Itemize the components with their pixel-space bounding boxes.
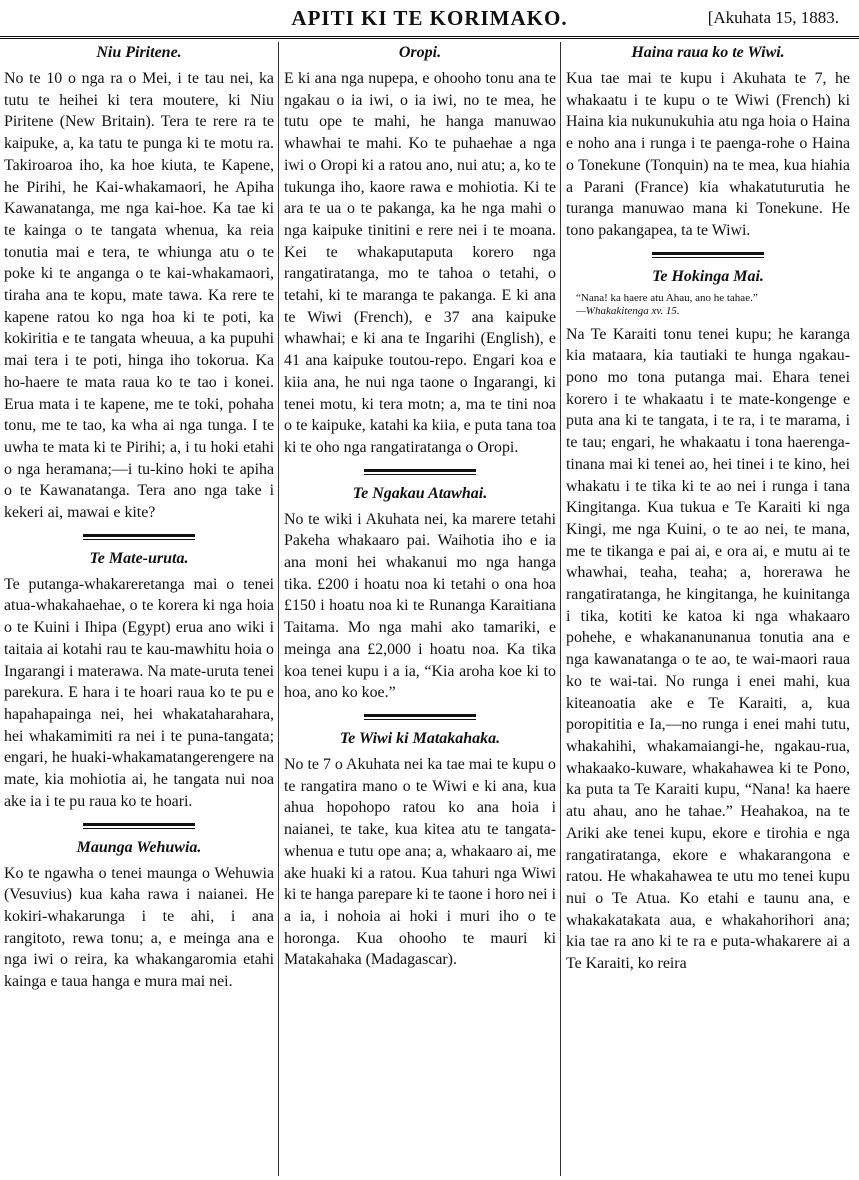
motto-source: —Whakakitenga xv. 15. (576, 304, 680, 317)
article-heading: Maunga Wehuwia. (76, 838, 202, 856)
section-separator (364, 714, 476, 720)
scripture-motto (576, 292, 850, 318)
motto-quote: “Nana! ka haere atu Ahau, ano he tahae.” (576, 291, 758, 304)
article-heading: Te Ngakau Atawhai. (352, 484, 488, 502)
article-heading: Te Hokinga Mai. (652, 267, 764, 285)
article-body: No te 10 o nga ra o Mei, i te tau nei, ka tutu te heihei ki tera moutere, ki Niu Piritene (New Britain). Tera te rere ra te kaipuke, a, ka tatu te punga ki te motu ra. Takiroaroa iho, ka hoe kiuta, te Kapene, he Pirihi, he Kai-whakamaori, he Apiha Kawanatanga, me nga kai-hoe. Ka tae ki te kainga o te tangata whenua, ka reia tonutia mai e tera, te whiunga atu o te poke ki te anganga o te kai-whakamaori, tiraha ana te kopu, mate tawa. Ka rere te kapene ratou ko nga hoa ki te poti, ka kokiritia e te tangata wheuua, a ka pupuhi mai tera i te poti, hinga iho tokorua. Ka ho-haere te mata raua ko te tao i konei. Erua mata i te kapene, me te toki, pohaha tonu, me te tao, ka wha ai nga tunga. I te uwha te mata ki te Pirihi; a, i tu hoki etahi o nga heramana;—i tu-kino hoki te apiha o te Kawanatanga. Tera ano nga take i kekeri ai, mawai e kite? (4, 70, 274, 522)
article-body: Te putanga-whakareretanga mai o tenei atua-whakahaehae, o te korera ki nga hoia o te Kuini i Ihipa (Egypt) erua ano wiki i taitaia ai kotahi rau te kau-mawhitu hoia o Ingarangi i materawa. Na mate-uruta tenei parekura. E hara i te hoari raua ko te pu e hapahapainga nei, hei whakataharahara, hei whakamimiti ra nei i te puna-tangata; engari, he huaki-whakamatangerengere na mate, kia mohiotia ai, he tangata nui noa ake ia i te pu raua ko te hoari. (4, 575, 274, 810)
column-3 (566, 44, 850, 1176)
column-1 (4, 44, 274, 1176)
article-heading: Te Mate-uruta. (89, 549, 189, 567)
column-rule (278, 42, 279, 1176)
article-body: E ki ana nga nupepa, e ohooho tonu ana te ngakau o ia iwi, o ia iwi, no te mea, he tutu ope te mahi, he hanga manuwao whawhai te mahi. Ko te puhaehae a nga iwi o Oropi ki a ratou ano, nui atu; a, ko te tukunga iho, kaore rawa e mohiotia. Ki te ara te ua o te pakanga, ka he nga mahi o nga kaipuke tinitini e rere nei i te moana. Kei te whakaputaputa korero nga rangatiratanga, mo te tahoa o tetahi, o tetahi, ki te maranga te pakanga. E ki ana te Wiwi (French), e 37 ana kaipuke whawhai; e ki ana te Ingarihi (English), e 41 ana kaipuke toutou-repo. Engari koa e kiia ana, he nui nga taone o Ingarangi, ki tenei motu, ki tera motn; a, ma te tini noa o te kaipuke, katahi ka kiia, e puta tana toa ki te oho nga rangatiratanga o Oropi. (284, 70, 556, 456)
article-heading: Te Wiwi ki Matakahaka. (339, 729, 501, 747)
newspaper-title: APITI KI TE KORIMAKO. (291, 6, 568, 30)
section-separator (364, 469, 476, 475)
issue-date: [Akuhata 15, 1883. (707, 8, 839, 27)
article-body: Kua tae mai te kupu i Akuhata te 7, he whakaatu i te kupu o te Wiwi (French) ki Haina kia nukunukuhia atu nga hoia o Haina e noho ana i runga i te paenga-rohe o Haina o Tonekune (Tonquin) na te mea, kua hiahia a Parani (France) kia whakatuturutia he turanga manuwao mana ki Tonekune. He tono pakangapea, ta te Wiwi. (566, 70, 850, 239)
article-body: Na Te Karaiti tonu tenei kupu; he karanga kia mataara, kia tautiaki te hunga ngakau-pono mo tona putanga mai. Ehara tenei korero i te whakaatu i te mate-kongenge e puta ana ki te tangata, i te ra, i te marama, i te tau; engari, he whakaatu i tona haerenga-tinana mai ki tenei ao, hei tinei i te kino, hei whakatu i te tika ki te ao nei i runga i tana Kingitanga. Kua tukua e Te Karaiti ki nga Kingi, me nga Kuini, o te ao nei, te mana, me te tikanga e pai ai, e ora ai, e mutu ai te whawhai, teaha, teaha; a, horerawa he rangatiratanga, he kingitanga, he kuinitanga i tika, kotiti ke katoa ki nga whakaaro pohehe, e whakananunanua tonutia ana e nga kawanatanga o te ao, te wai-maori raua ko te wai-tai. No runga i enei mahi, kua kiteanoatia ake e Te Karaiti, a, kua poropititia e Ia,—no runga i enei mahi tutu, whakahihi, whakamaiangi-he, ngakau-rua, whakaako-kuware, whakahawea ki te Pono, ka puta ta Te Karaiti kupu, “Nana! ka haere atu ahau, ano he tahae.” Heahakoa, na te Ariki ake tenei kupu, ekore e tirohia e nga rangatiratanga, ekore e whakarangona e ratou. He whakahawea te utu mo tenei kupu nui o Te Atua. Ko etahi e taunu ana, e whakakatakata aua, e whakahorihori ana; kia tae ra ano ki te ra e puta-whakarere ai a Te Karaiti, ko reira (566, 325, 850, 973)
section-separator (83, 534, 195, 540)
article-heading: Haina raua ko te Wiwi. (631, 44, 785, 61)
masthead-rule (0, 36, 859, 39)
article-body: Ko te ngawha o tenei maunga o Wehuwia (Vesuvius) kua kaha rawa i naianei. He kokiri-whakarunga i te ahi, i ana rangitoto, rewa tonu; a, e meinga ana e nga iwi o reira, ka whakangaromia etahi kainga e taua hanga e mura mai nei. (4, 864, 274, 991)
article-body: No te 7 o Akuhata nei ka tae mai te kupu o te rangatira mano o te Wiwi e ki ana, kua ahua hopohopo ratou ko ana hoia i naianei, te take, kua kitea atu te tangata-whenua e tutu ope ana; a, whakaaro ai, me ake huaki ki a ratou. Kua tahuri nga Wiwi ki te hanga parepare ki te taone i horo nei i a ia, i nohoia ai hoki i muri iho o te horonga. Kua ohooho te mauri ki Matakahaka (Madagascar). (284, 755, 556, 969)
article-heading: Oropi. (398, 44, 442, 61)
section-separator (83, 823, 195, 829)
article-heading: Niu Piritene. (96, 44, 182, 61)
masthead (0, 0, 859, 38)
article-body: No te wiki i Akuhata nei, ka marere tetahi Pakeha whakaaro pai. Waihotia iho e ia ana moni hei whakanui mo nga hanga tika. £200 i hoatu noa ki tetahi o ona hoa £150 i hoatu noa ki te Runanga Karaitiana Taitama. Mo nga mahi ako tamariki, e meinga ana £2,000 i hoatu noa. Ka tika koa tenei kupu i a ia, “Kia aroha koe ki to hoa, ano ko koe.” (284, 510, 556, 702)
section-separator (652, 252, 764, 258)
column-rule (560, 42, 561, 1176)
column-2 (284, 44, 556, 1176)
